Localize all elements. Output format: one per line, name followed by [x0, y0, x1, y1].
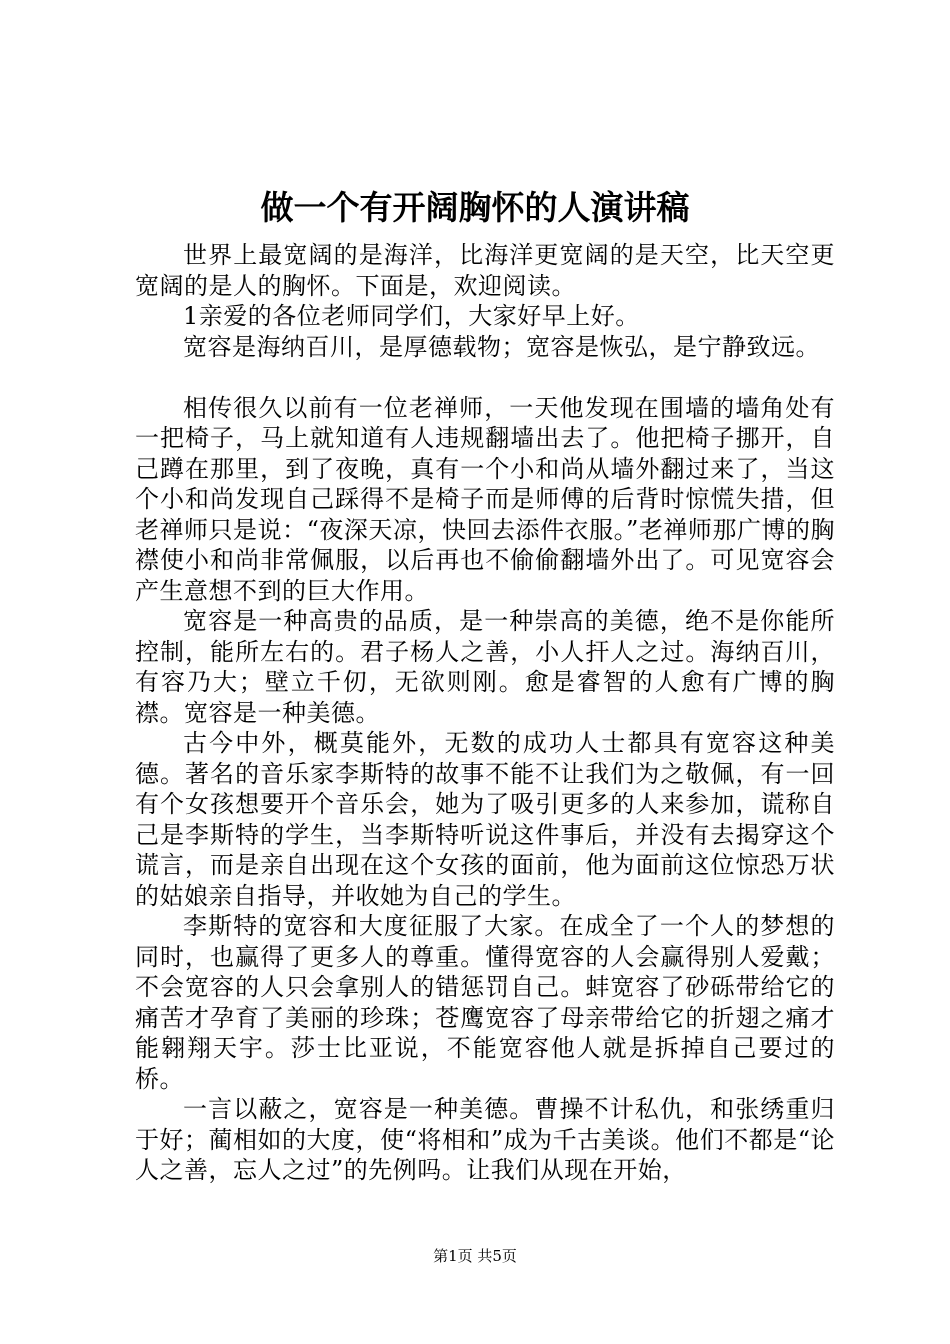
paragraph-liszt-tolerance: 李斯特的宽容和大度征服了大家。在成全了一个人的梦想的同时，也赢得了更多人的尊重。懂得宽容的人会赢得别人爱戴；不会宽容的人只会拿别人的错惩罚自己。蚌宽容了砂砾带给它的痛苦才孕育了美丽的珍珠；苍鹰宽容了母亲带给它的折翅之痛才能翱翔天宇。莎士比亚说，不能宽容他人就是拆掉自己要过的桥。 — [135, 912, 835, 1093]
document-title: 做一个有开阔胸怀的人演讲稿 — [260, 188, 690, 227]
paragraph-liszt-story: 古今中外，概莫能外，无数的成功人士都具有宽容这种美德。著名的音乐家李斯特的故事不能不让我们为之敬佩，有一回有个女孩想要开个音乐会，她为了吸引更多的人来参加，谎称自己是李斯特的学生，当李斯特听说这件事后，并没有去揭穿这个谎言，而是亲自出现在这个女孩的面前，他为面前这位惊恐万状的姑娘亲自指导，并收她为自己的学生。 — [135, 729, 835, 910]
paragraph-greeting: 1亲爱的各位老师同学们，大家好早上好。 — [183, 302, 640, 330]
document-body — [135, 240, 835, 1186]
paragraph-thesis: 宽容是海纳百川，是厚德载物；宽容是恢弘，是宁静致远。 — [183, 332, 820, 361]
page-number-footer: 第1页 共5页 — [433, 1247, 517, 1265]
paragraph-zen-master-story: 相传很久以前有一位老禅师，一天他发现在围墙的墙角处有一把椅子，马上就知道有人违规翻墙出去了。他把椅子挪开，自己蹲在那里，到了夜晚，真有一个小和尚从墙外翻过来了，当这个小和尚发现自己踩得不是椅子而是师傅的后背时惊慌失措，但老禅师只是说：“夜深天凉，快回去添件衣服。”老禅师那广博的胸襟使小和尚非常佩服，以后再也不偷偷翻墙外出了。可见宽容会产生意想不到的巨大作用。 — [135, 393, 835, 605]
paragraph-intro: 世界上最宽阔的是海洋，比海洋更宽阔的是天空，比天空更宽阔的是人的胸怀。下面是，欢迎阅读。 — [135, 241, 835, 300]
paragraph-conclusion: 一言以蔽之，宽容是一种美德。曹操不计私仇，和张绣重归于好；蔺相如的大度，使“将相和”成为千古美谈。他们不都是“论人之善，忘人之过”的先例吗。让我们从现在开始， — [135, 1095, 835, 1184]
paragraph-noble-quality: 宽容是一种高贵的品质，是一种崇高的美德，绝不是你能所控制，能所左右的。君子杨人之善，小人扞人之过。海纳百川，有容乃大；壁立千仞，无欲则刚。愈是睿智的人愈有广博的胸襟。宽容是一种美德。 — [135, 607, 835, 727]
